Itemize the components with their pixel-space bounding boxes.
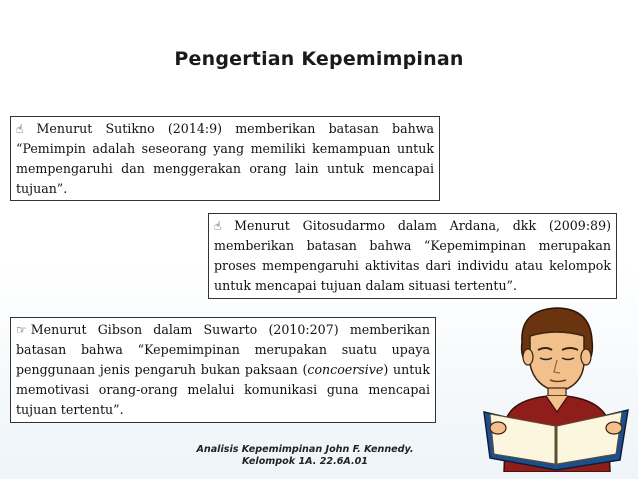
hand-pointing-icon: ☝ [214,219,231,233]
footer-line-1: Analisis Kepemimpinan John F. Kennedy. [196,444,414,455]
definition-text: Menurut Gitosudarmo dalam Ardana, dkk (2009:89) memberikan batasan bahwa “Kepemimpinan merupakan proses mempengaruhi aktivitas dari individu atau kelompok untuk mencapai tujuan dalam situasi tertentu”. [214,218,611,293]
definition-box-gibson [10,317,436,423]
definition-box-sutikno [10,116,440,201]
definition-box-gitosudarmo [208,213,617,299]
footer-line-2: Kelompok 1A. 22.6A.01 [241,456,368,467]
definition-text: Menurut Sutikno (2014:9) memberikan batasan bahwa “Pemimpin adalah seseorang yang memiliki kemampuan untuk mempengaruhi dan menggerakan orang lain untuk mencapai tujuan”. [16,121,435,196]
hand-pointing-icon: ☝ [16,122,33,136]
footer [150,444,460,468]
page-title: Pengertian Kepemimpinan [174,48,464,70]
hand-pointing-icon: ☞ [16,323,27,337]
definition-italic-term: concoersive [307,362,384,377]
person-reading-book-icon [482,302,630,472]
definition-text: Menurut Gibson dalam Suwarto (2010:207) memberikan batasan bahwa “Kepemimpinan merupakan suatu upaya penggunaan jenis pengaruh bukan paksaan ( [16,322,430,377]
definition-text: ) untuk memotivasi orang-orang melalui komunikasi guna mencapai tujuan tertentu”. [16,362,431,417]
